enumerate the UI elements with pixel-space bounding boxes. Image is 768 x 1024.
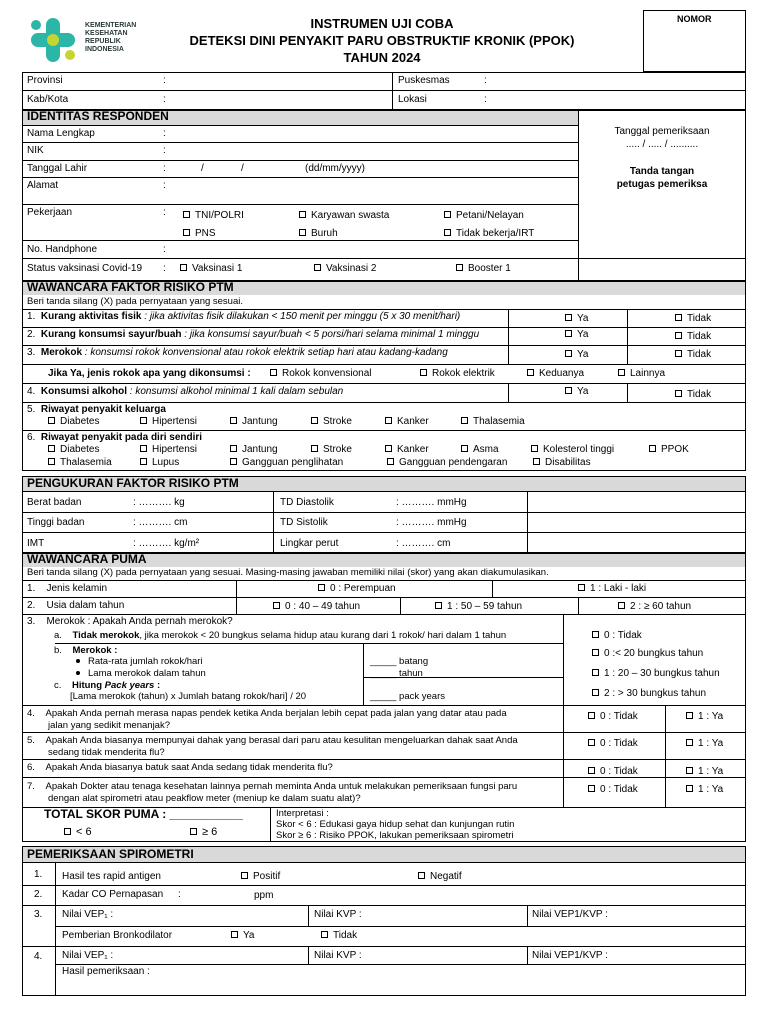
vaksin-option-2[interactable]: Vaksinasi 2: [314, 263, 376, 275]
q6-opt-diabetes[interactable]: Diabetes: [48, 444, 99, 456]
q1-opt-perempuan[interactable]: 0 : Perempuan: [318, 583, 396, 595]
total-lt6-option[interactable]: < 6: [64, 826, 92, 838]
vep1-field-2[interactable]: Nilai VEP₁ :: [62, 950, 114, 961]
kemenkes-logo-mark-icon: [26, 18, 80, 62]
puma-q6: 6. Apakah Anda biasanya batuk saat Anda sedang tidak menderita flu?: [27, 762, 333, 773]
checkbox-icon: [231, 931, 238, 938]
checkbox-icon: [64, 828, 71, 835]
tgl-lahir-slash1: /: [201, 163, 204, 174]
checkbox-icon: [592, 649, 599, 656]
checkbox-icon: [686, 712, 693, 719]
q6-opt-jantung[interactable]: Jantung: [230, 444, 278, 456]
q3b-item-1: Rata-rata jumlah rokok/hari: [76, 656, 203, 668]
hp-field[interactable]: :: [163, 244, 166, 255]
ptm-q2-tidak[interactable]: Tidak: [675, 331, 711, 343]
q3b-item-2: Lama merokok dalam tahun: [76, 668, 206, 680]
puma-q1: 1. Jenis kelamin: [27, 583, 108, 594]
checkbox-icon: [190, 828, 197, 835]
co-field[interactable]: :: [178, 889, 181, 900]
hasil-pemeriksaan-field[interactable]: Hasil pemeriksaan :: [62, 966, 150, 977]
checkbox-icon: [675, 332, 682, 339]
checkbox-icon: [588, 767, 595, 774]
q6-opt-stroke[interactable]: Stroke: [311, 444, 352, 456]
checkbox-icon: [456, 264, 463, 271]
imt-field[interactable]: : ………. kg/m²: [133, 538, 200, 549]
tgl-lahir-slash2: /: [241, 163, 244, 174]
checkbox-icon: [444, 211, 451, 218]
q7-opt-tidak[interactable]: 0 : Tidak: [588, 784, 638, 796]
logo-text: KEMENTERIAN KESEHATAN REPUBLIK INDONESIA: [85, 22, 137, 53]
ptm-q6: 6. Riwayat penyakit pada diri sendiri: [27, 432, 203, 443]
bullet-icon: [76, 671, 80, 675]
q6-opt-hipertensi[interactable]: Hipertensi: [140, 444, 197, 456]
checkbox-icon: [565, 330, 572, 337]
rapid-negatif-option[interactable]: Negatif: [418, 871, 462, 883]
ptm-q4: 4. Konsumsi alkohol : konsumsi alkohol minimal 1 kali dalam sebulan: [27, 386, 344, 397]
job-option-petani[interactable]: Petani/Nelayan: [444, 210, 524, 222]
checkbox-icon: [675, 350, 682, 357]
rapid-antigen-label: Hasil tes rapid antigen: [62, 871, 161, 882]
spirometri-title: PEMERIKSAAN SPIROMETRI: [27, 847, 194, 861]
checkbox-icon: [461, 445, 468, 452]
q7-opt-ya[interactable]: 1 : Ya: [686, 784, 723, 796]
tgl-periksa-field[interactable]: ..... / ..... / ..........: [625, 139, 699, 150]
ptm-q3-tidak[interactable]: Tidak: [675, 349, 711, 361]
checkbox-icon: [385, 417, 392, 424]
job-option-tni[interactable]: TNI/POLRI: [183, 210, 244, 222]
nama-label: Nama Lengkap: [27, 128, 95, 139]
ptm-title: WAWANCARA FAKTOR RISIKO PTM: [27, 280, 234, 294]
lp-field[interactable]: : ………. cm: [396, 538, 451, 549]
kemenkes-logo: [26, 18, 150, 64]
checkbox-icon: [299, 211, 306, 218]
checkbox-icon: [318, 584, 325, 591]
vepkvp-field-2[interactable]: Nilai VEP1/KVP :: [532, 950, 608, 961]
rokok-option-elektrik[interactable]: Rokok elektrik: [420, 368, 495, 380]
checkbox-icon: [592, 669, 599, 676]
q4-opt-ya[interactable]: 1 : Ya: [686, 711, 723, 723]
checkbox-icon: [444, 229, 451, 236]
form-title-line1: INSTRUMEN UJI COBA: [310, 16, 454, 31]
tdd-label: TD Diastolik: [280, 497, 334, 508]
ptm-q1-ya[interactable]: Ya: [565, 313, 589, 325]
q3b-text: b. Merokok :: [54, 645, 118, 656]
job-option-buruh[interactable]: Buruh: [299, 228, 338, 240]
checkbox-icon: [314, 264, 321, 271]
q6-opt-tidak[interactable]: 0 : Tidak: [588, 766, 638, 778]
q3a-text: a. Tidak merokok, jika merokok < 20 bungkus selama hidup atau kurang dari 1 rokok/ hari dalam 1 tahun: [54, 630, 507, 641]
kvp-field-2[interactable]: Nilai KVP :: [314, 950, 362, 961]
nomor-label: NOMOR: [677, 14, 712, 24]
rokok-option-keduanya[interactable]: Keduanya: [527, 368, 584, 380]
checkbox-icon: [533, 458, 540, 465]
ttd-label-1: Tanda tangan: [629, 166, 695, 177]
vaksin-option-booster[interactable]: Booster 1: [456, 263, 511, 275]
checkbox-icon: [230, 417, 237, 424]
imt-label: IMT: [27, 538, 45, 549]
checkbox-icon: [461, 417, 468, 424]
job-option-pns[interactable]: PNS: [183, 228, 216, 240]
checkbox-icon: [311, 445, 318, 452]
spiro-row-2-number: 2.: [34, 889, 43, 900]
checkbox-icon: [618, 369, 625, 376]
checkbox-icon: [230, 458, 237, 465]
q6-opt-ya[interactable]: 1 : Ya: [686, 766, 723, 778]
q6-opt-kanker[interactable]: Kanker: [385, 444, 429, 456]
checkbox-icon: [140, 458, 147, 465]
ptm-q3-ya[interactable]: Ya: [565, 349, 589, 361]
q3-score-1[interactable]: 1 : 20 – 30 bungkus tahun: [592, 668, 720, 680]
ptm-q3: 3. Merokok : konsumsi rokok konvensional atau rokok elektrik setiap hari atau kadang-kadang: [27, 347, 448, 358]
q5-opt-jantung[interactable]: Jantung: [230, 416, 278, 428]
ptm-q2-ya[interactable]: Ya: [565, 329, 589, 341]
checkbox-icon: [686, 785, 693, 792]
spiro-row-3-number: 3.: [34, 909, 43, 920]
bronko-tidak-option[interactable]: Tidak: [321, 930, 357, 942]
form-title-line2: DETEKSI DINI PENYAKIT PARU OBSTRUKTIF KRONIK (PPOK): [189, 33, 575, 48]
pack-years-formula: [Lama merokok (tahun) x Jumlah batang rokok/hari] / 20: [70, 691, 307, 702]
q2-opt-40[interactable]: 0 : 40 – 49 tahun: [273, 601, 360, 613]
checkbox-icon: [48, 445, 55, 452]
checkbox-icon: [588, 739, 595, 746]
identitas-title: IDENTITAS RESPONDEN: [27, 109, 169, 123]
checkbox-icon: [592, 631, 599, 638]
q3-score-0[interactable]: 0 :< 20 bungkus tahun: [592, 648, 703, 660]
total-skor-puma[interactable]: TOTAL SKOR PUMA : ___________: [44, 807, 243, 821]
checkbox-icon: [321, 931, 328, 938]
tgl-lahir-label: Tanggal Lahir: [27, 163, 88, 174]
lokasi-colon[interactable]: :: [484, 94, 487, 105]
puma-title: WAWANCARA PUMA: [27, 552, 147, 566]
provinsi-colon[interactable]: :: [163, 75, 166, 86]
checkbox-icon: [618, 602, 625, 609]
lokasi-label: Lokasi: [398, 94, 427, 105]
ptm-instruction: Beri tanda silang (X) pada pernyataan yang sesuai.: [27, 296, 243, 307]
tgl-periksa-label: Tanggal pemeriksaan: [614, 126, 710, 137]
kabkota-label: Kab/Kota: [27, 94, 69, 105]
vaksin-label: Status vaksinasi Covid-19: [27, 263, 143, 274]
q5-opt-stroke[interactable]: Stroke: [311, 416, 352, 428]
checkbox-icon: [527, 369, 534, 376]
q2-opt-50[interactable]: 1 : 50 – 59 tahun: [435, 601, 522, 613]
puskesmas-colon[interactable]: :: [484, 75, 487, 86]
interpretasi-line1: Skor < 6 : Edukasi gaya hidup sehat dan kunjungan rutin: [276, 819, 515, 830]
q5-opt-kanker[interactable]: Kanker: [385, 416, 429, 428]
q3-score-tidak[interactable]: 0 : Tidak: [592, 630, 642, 642]
checkbox-icon: [686, 739, 693, 746]
tgl-lahir-field[interactable]: :: [163, 163, 166, 174]
ptm-q5: 5. Riwayat penyakit keluarga: [27, 404, 166, 415]
form-title-line3: TAHUN 2024: [343, 50, 421, 65]
nik-field[interactable]: :: [163, 145, 166, 156]
lp-label: Lingkar perut: [280, 538, 339, 549]
checkbox-icon: [387, 458, 394, 465]
checkbox-icon: [592, 689, 599, 696]
checkbox-icon: [420, 369, 427, 376]
nama-field[interactable]: :: [163, 128, 166, 139]
checkbox-icon: [311, 417, 318, 424]
puma-q5-line2: sedang tidak menderita flu?: [48, 747, 165, 758]
q6-opt-ppok[interactable]: PPOK: [649, 444, 689, 456]
job-option-karyawan[interactable]: Karyawan swasta: [299, 210, 389, 222]
bullet-icon: [76, 659, 80, 663]
interpretasi-line2: Skor ≥ 6 : Risiko PPOK, lakukan pemeriksaan spirometri: [276, 830, 514, 841]
kabkota-colon[interactable]: :: [163, 94, 166, 105]
puma-q4: 4. Apakah Anda pernah merasa napas pendek ketika Anda berjalan lebih cepat pada jalan yang datar atau pada: [27, 708, 507, 719]
checkbox-icon: [299, 229, 306, 236]
alamat-field[interactable]: :: [163, 180, 166, 191]
q5-opt-thalasemia[interactable]: Thalasemia: [461, 416, 525, 428]
vep1-field-1[interactable]: Nilai VEP₁ :: [62, 909, 114, 920]
q1-opt-laki[interactable]: 1 : Laki - laki: [578, 583, 646, 595]
puma-q4-line2: jalan yang sedikit menanjak?: [48, 720, 170, 731]
kvp-field-1[interactable]: Nilai KVP :: [314, 909, 362, 920]
ptm-q2: 2. Kurang konsumsi sayur/buah : jika konsumsi sayur/buah < 5 porsi/hari selama minimal 1 minggu: [27, 329, 480, 340]
q4-opt-tidak[interactable]: 0 : Tidak: [588, 711, 638, 723]
vepkvp-field-1[interactable]: Nilai VEP1/KVP :: [532, 909, 608, 920]
q6-opt-asma[interactable]: Asma: [461, 444, 499, 456]
checkbox-icon: [241, 872, 248, 879]
q6-opt-kolesterol[interactable]: Kolesterol tinggi: [531, 444, 614, 456]
checkbox-icon: [531, 445, 538, 452]
rapid-positif-option[interactable]: Positif: [241, 871, 280, 883]
q5-opt-ya[interactable]: 1 : Ya: [686, 738, 723, 750]
pack-years-field[interactable]: _____ pack years: [370, 691, 445, 702]
ttd-label-2: petugas pemeriksa: [616, 179, 708, 190]
q6-opt-penglihatan[interactable]: Gangguan penglihatan: [230, 457, 343, 469]
q5-opt-diabetes[interactable]: Diabetes: [48, 416, 99, 428]
tb-label: Tinggi badan: [27, 517, 85, 528]
puma-q7-line2: dengan alat spirometri atau peakflow meter (meniup ke dalam suatu alat)?: [48, 793, 361, 804]
checkbox-icon: [140, 445, 147, 452]
q3-score-2[interactable]: 2 : > 30 bungkus tahun: [592, 688, 706, 700]
jenis-rokok-label: Jika Ya, jenis rokok apa yang dikonsumsi :: [48, 368, 251, 379]
checkbox-icon: [565, 350, 572, 357]
q2-opt-60[interactable]: 2 : ≥ 60 tahun: [618, 601, 691, 613]
checkbox-icon: [649, 445, 656, 452]
co-label: Kadar CO Pernapasan: [62, 889, 164, 900]
checkbox-icon: [565, 387, 572, 394]
checkbox-icon: [385, 445, 392, 452]
pekerjaan-label: Pekerjaan: [27, 207, 73, 218]
bronkodilator-label: Pemberian Bronkodilator: [62, 930, 173, 941]
tdd-field[interactable]: : ………. mmHg: [396, 497, 467, 508]
batang-field[interactable]: _____ batang: [370, 656, 429, 667]
pekerjaan-colon: :: [163, 207, 166, 218]
rokok-option-konvensional[interactable]: Rokok konvensional: [270, 368, 372, 380]
spiro-row-1-number: 1.: [34, 869, 43, 880]
puma-instruction: Beri tanda silang (X) pada pernyataan yang sesuai. Masing-masing jawaban memiliki nilai (skor) yang akan diakumulasikan.: [27, 567, 549, 578]
checkbox-icon: [270, 369, 277, 376]
pengukuran-table: [22, 476, 746, 553]
puskesmas-label: Puskesmas: [398, 75, 450, 86]
checkbox-icon: [588, 712, 595, 719]
vaksin-colon: :: [163, 263, 166, 274]
tahun-field[interactable]: _____ tahun: [370, 668, 423, 679]
tgl-lahir-format: (dd/mm/yyyy): [305, 163, 365, 174]
checkbox-icon: [230, 445, 237, 452]
ptm-q4-tidak[interactable]: Tidak: [675, 389, 711, 401]
q6-opt-disabilitas[interactable]: Disabilitas: [533, 457, 591, 469]
q3c-text: c. Hitung Pack years :: [54, 680, 161, 691]
total-ge6-option[interactable]: ≥ 6: [190, 826, 217, 838]
spiro-row-4-number: 4.: [34, 951, 43, 962]
puma-q3: 3. Merokok : Apakah Anda pernah merokok?: [27, 616, 233, 627]
q6-opt-thalasemia[interactable]: Thalasemia: [48, 457, 112, 469]
checkbox-icon: [140, 417, 147, 424]
q5-opt-tidak[interactable]: 0 : Tidak: [588, 738, 638, 750]
checkbox-icon: [180, 264, 187, 271]
ptm-q4-ya[interactable]: Ya: [565, 386, 589, 398]
pengukuran-title: PENGUKURAN FAKTOR RISIKO PTM: [27, 476, 239, 490]
checkbox-icon: [48, 417, 55, 424]
hp-label: No. Handphone: [27, 244, 98, 255]
tb-field[interactable]: : ………. cm: [133, 517, 188, 528]
checkbox-icon: [588, 785, 595, 792]
checkbox-icon: [686, 767, 693, 774]
checkbox-icon: [435, 602, 442, 609]
checkbox-icon: [565, 314, 572, 321]
checkbox-icon: [183, 229, 190, 236]
job-option-tidak-bekerja[interactable]: Tidak bekerja/IRT: [444, 228, 534, 240]
nik-label: NIK: [27, 145, 44, 156]
checkbox-icon: [183, 211, 190, 218]
ptm-q1-tidak[interactable]: Tidak: [675, 313, 711, 325]
nomor-box[interactable]: [643, 10, 746, 72]
checkbox-icon: [578, 584, 585, 591]
checkbox-icon: [273, 602, 280, 609]
puma-q2: 2. Usia dalam tahun: [27, 600, 125, 611]
bronko-ya-option[interactable]: Ya: [231, 930, 255, 942]
ptm-q1: 1. Kurang aktivitas fisik : jika aktivitas fisik dilakukan < 150 menit per minggu (5 x 30 menit/hari): [27, 311, 461, 322]
co-unit: ppm: [254, 890, 274, 901]
location-table: [22, 72, 746, 110]
interpretasi-label: Interpretasi :: [276, 808, 329, 819]
bb-label: Berat badan: [27, 497, 82, 508]
q5-opt-hipertensi[interactable]: Hipertensi: [140, 416, 197, 428]
puma-q5: 5. Apakah Anda biasanya mempunyai dahak yang berasal dari paru atau kesulitan mengeluarkan dahak saat Anda: [27, 735, 518, 746]
q6-opt-pendengaran[interactable]: Gangguan pendengaran: [387, 457, 507, 469]
checkbox-icon: [48, 458, 55, 465]
checkbox-icon: [418, 872, 425, 879]
tds-field[interactable]: : ………. mmHg: [396, 517, 467, 528]
checkbox-icon: [675, 314, 682, 321]
provinsi-label: Provinsi: [27, 75, 63, 86]
checkbox-icon: [675, 390, 682, 397]
bb-field[interactable]: : ………. kg: [133, 497, 185, 508]
puma-q7: 7. Apakah Dokter atau tenaga kesehatan lainnya pernah meminta Anda untuk melakukan pemeriksaan fungsi paru: [27, 781, 518, 792]
tds-label: TD Sistolik: [280, 517, 328, 528]
alamat-label: Alamat: [27, 180, 59, 191]
q6-opt-lupus[interactable]: Lupus: [140, 457, 179, 469]
vaksin-option-1[interactable]: Vaksinasi 1: [180, 263, 242, 275]
rokok-option-lainnya[interactable]: Lainnya: [618, 368, 665, 380]
